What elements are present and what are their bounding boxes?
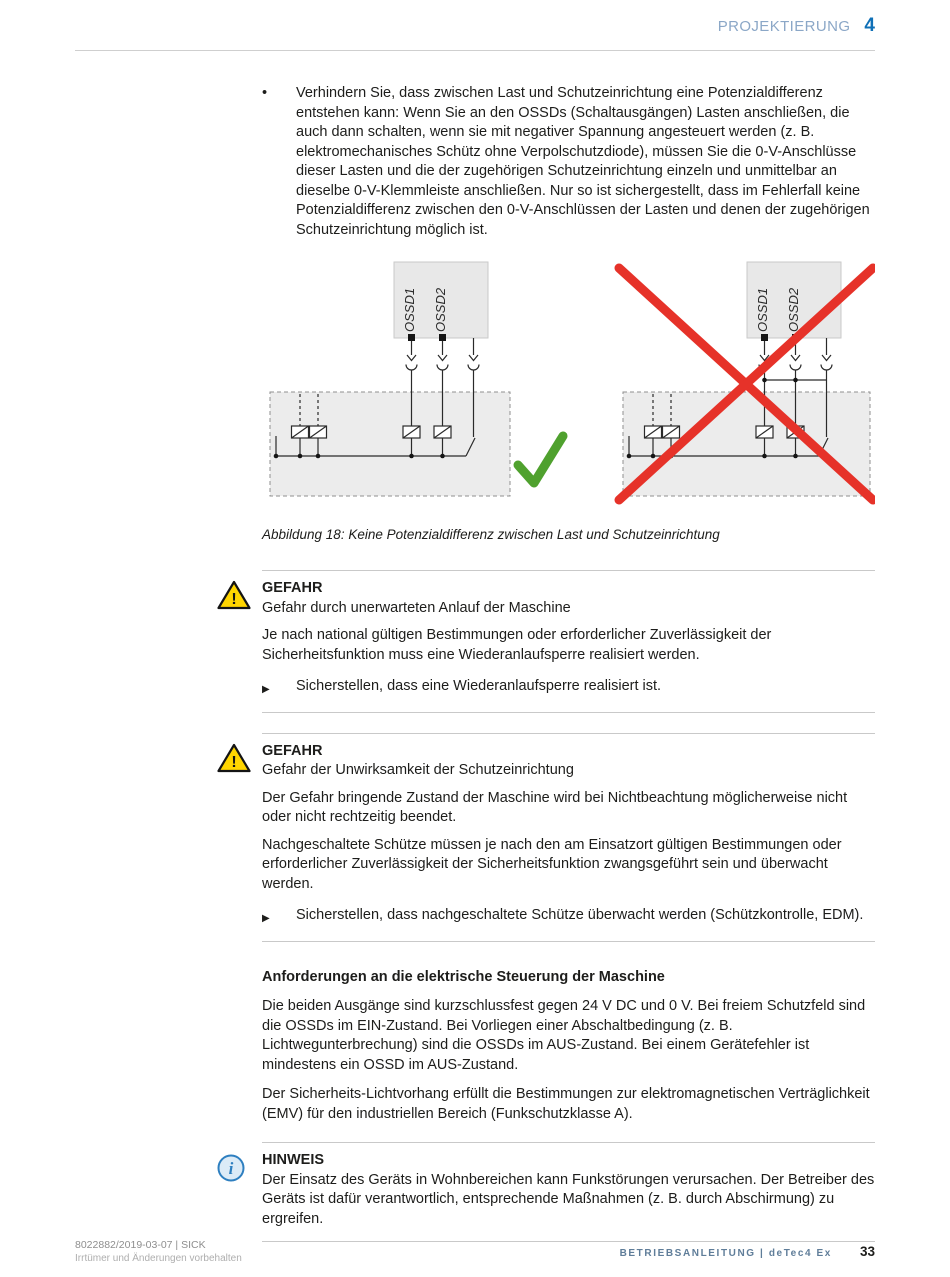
paragraph: Der Sicherheits-Lichtvorhang erfüllt die Bestimmungen zur elektromagnetischen Verträglichkeit (EMV) für den industriellen Bereich (Funkschutzklasse A). (262, 1086, 870, 1122)
load-box-right (623, 392, 870, 496)
notice-title: GEFAHR (262, 742, 323, 759)
intro-bullet-item (262, 84, 875, 240)
footer-right (620, 1238, 875, 1264)
figure-caption: Abbildung 18: Keine Potenzialdifferenz zwischen Last und Schutzeinrichtung (262, 526, 720, 542)
note-body: Der Einsatz des Geräts in Wohnbereichen kann Funkstörungen verursachen. Der Betreiber des Geräts ist dafür verantwortlich, entsprechende Maßnahmen (z. B. durch Abschirmung) zu ergreifen. (262, 1171, 875, 1227)
section-heading: Anforderungen an die elektrische Steuerung der Maschine (262, 968, 665, 985)
ossd2-label-left: OSSD2 (433, 287, 448, 332)
info-icon (216, 1153, 246, 1190)
danger-notice-restart (231, 570, 875, 713)
ossd1-label-right: OSSD1 (755, 287, 770, 332)
bullet-icon: • (262, 85, 268, 101)
intro-bullet-text: Verhindern Sie, dass zwischen Last und Schutzeinrichtung eine Potenzialdifferenz entstehen kann: Wenn Sie an den OSSDs (Schaltausgängen) Lasten anschließen, die auch dann schalten, wenn sie mit negativer Spannung angesteuert werden (z. B. elektromechanisches Schütz ohne Verpolschutzdiode), müssen Sie die 0-V-Anschlüsse dieser Lasten und die der zugehörigen Schutzeinrichtung einzeln und unmittelbar an dieselbe 0-V-Klemmleiste anschließen. Nur so ist sichergestellt, dass im Fehlerfall keine Potenzialdifferenz zwischen den 0-V-Anschlüssen der Lasten und denen der zugehörigen Schutzeinrichtung möglich ist. (296, 85, 870, 238)
diagram-correct (270, 262, 510, 496)
notice-subtitle: Gefahr der Unwirksamkeit der Schutzeinrichtung (262, 762, 574, 778)
notice-subtitle: Gefahr durch unerwarteten Anlauf der Maschine (262, 599, 571, 616)
svg-text:!: ! (231, 591, 237, 608)
chapter-title: PROJEKTIERUNG (717, 18, 851, 35)
footer-page-number: 33 (859, 1244, 875, 1259)
note-notice (228, 1142, 875, 1242)
notice-body: Nachgeschaltete Schütze müssen je nach den am Einsatzort gültigen Bestimmungen oder erforderlicher Zuverlässigkeit der Sicherheitsfunktion zwangsgeführt sein und überwacht werden. (262, 836, 842, 892)
action-text: Sicherstellen, dass eine Wiederanlaufsperre realisiert ist. (296, 678, 662, 694)
ossd1-label-left: OSSD1 (402, 287, 417, 332)
notice-body: Der Gefahr bringende Zustand der Maschine wird bei Nichtbeachtung möglicherweise nicht oder nicht rechtzeitig beendet. (262, 789, 848, 825)
warning-triangle-icon (216, 742, 252, 781)
chapter-number: 4 (864, 15, 875, 36)
danger-notice-ineffective (231, 733, 875, 942)
svg-text:!: ! (231, 753, 237, 771)
notice-body: Je nach national gültigen Bestimmungen oder erforderlicher Zuverlässigkeit der Sicherheitsfunktion muss eine Wiederanlaufsperre realisiert werden. (262, 627, 772, 663)
action-item (262, 677, 875, 700)
figure-block (262, 260, 875, 544)
footer-disclaimer: Irrtümer und Änderungen vorbehalten (75, 1253, 242, 1264)
action-arrow-icon: ▶ (262, 913, 270, 924)
footer-manual-title: BETRIEBSANLEITUNG | deTec4 Ex (619, 1248, 832, 1259)
action-item (262, 906, 875, 929)
warning-triangle-icon (216, 579, 252, 618)
paragraph: Die beiden Ausgänge sind kurzschlussfest gegen 24 V DC und 0 V. Bei freiem Schutzfeld sind die OSSDs im EIN-Zustand. Bei Vorliegen einer Abschaltbedingung (z. B. Lichtwegunterbrechung) sind die OSSDs im AUS-Zustand. Bei einem Gerätefehler ist mindestens ein OSSD im AUS-Zustand. (262, 998, 866, 1073)
footer-doc-id: 8022882/2019-03-07 | SICK (75, 1239, 206, 1251)
notice-title: GEFAHR (262, 580, 323, 596)
notice-title: HINWEIS (262, 1152, 325, 1168)
action-text: Sicherstellen, dass nachgeschaltete Schütze überwacht werden (Schützkontrolle, EDM). (296, 907, 864, 923)
header-rule (75, 50, 875, 51)
action-arrow-icon: ▶ (262, 684, 270, 695)
ok-checkmark (518, 436, 563, 483)
page-header (75, 16, 875, 38)
svg-text:i: i (228, 1159, 234, 1178)
page-content (228, 84, 875, 1242)
ossd2-label-right: OSSD2 (786, 287, 801, 332)
wiring-diagram-figure (262, 260, 875, 508)
footer-left (75, 1238, 242, 1266)
page-footer (75, 1238, 875, 1266)
